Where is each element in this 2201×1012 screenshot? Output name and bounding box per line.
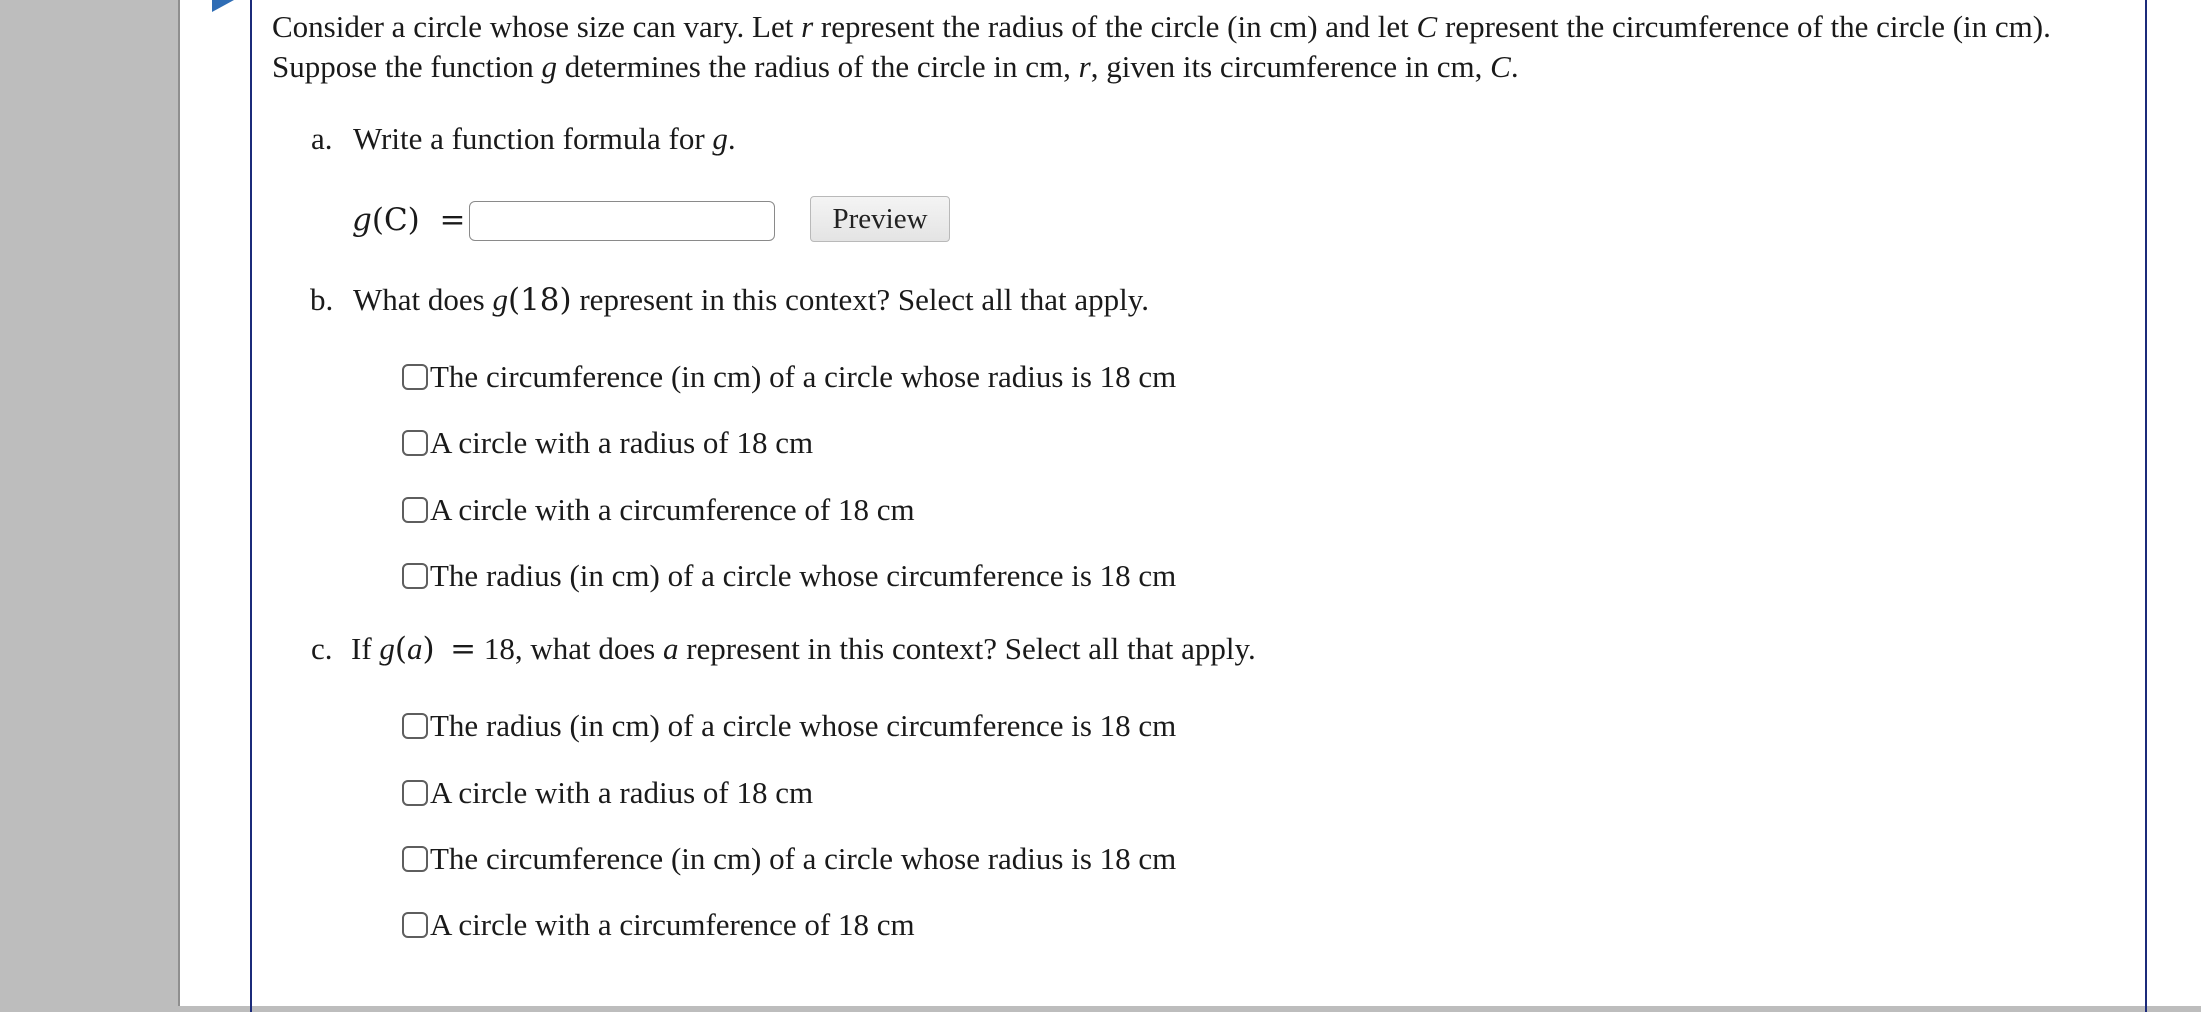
option-label: The radius (in cm) of a circle whose circumference is 18 cm xyxy=(430,558,1177,593)
formula-lhs: g(C) = xyxy=(352,202,466,238)
intro-line-2: Suppose the function g determines the radius of the circle in cm, r, given its circumference in cm, C. xyxy=(272,49,1519,84)
part-c-marker: c. xyxy=(311,631,333,666)
option-label: A circle with a circumference of 18 cm xyxy=(430,492,915,527)
checkbox[interactable] xyxy=(402,912,428,938)
option-label: The circumference (in cm) of a circle whose radius is 18 cm xyxy=(430,359,1177,394)
part-a-prompt: Write a function formula for g. xyxy=(353,121,736,156)
part-b-option-4[interactable] xyxy=(402,556,1176,596)
part-c-prompt: If g(a) = 18, what does a represent in this context? Select all that apply. xyxy=(351,631,1256,667)
checkbox[interactable] xyxy=(402,846,428,872)
part-c-option-2[interactable] xyxy=(402,773,813,813)
option-label: A circle with a radius of 18 cm xyxy=(430,775,814,810)
part-b-option-3[interactable] xyxy=(402,490,915,530)
checkbox[interactable] xyxy=(402,497,428,523)
intro-line-1: Consider a circle whose size can vary. Let r represent the radius of the circle (in cm) and let C represent the circumference of the circle (in cm). xyxy=(272,9,2051,44)
checkbox[interactable] xyxy=(402,430,428,456)
option-label: A circle with a radius of 18 cm xyxy=(430,425,814,460)
option-label: A circle with a circumference of 18 cm xyxy=(430,907,915,942)
part-b-option-2[interactable] xyxy=(402,423,813,463)
part-b-prompt: What does g(18) represent in this context? Select all that apply. xyxy=(353,282,1149,318)
checkbox[interactable] xyxy=(402,364,428,390)
option-label: The radius (in cm) of a circle whose circumference is 18 cm xyxy=(430,708,1177,743)
preview-button[interactable]: Preview xyxy=(810,196,950,242)
checkbox[interactable] xyxy=(402,780,428,806)
part-b-marker: b. xyxy=(310,282,334,317)
checkbox[interactable] xyxy=(402,713,428,739)
part-c-option-1[interactable] xyxy=(402,706,1176,746)
left-gutter xyxy=(0,0,178,1006)
bookmark-flag-icon xyxy=(212,0,234,12)
part-a-marker: a. xyxy=(311,121,333,156)
checkbox[interactable] xyxy=(402,563,428,589)
option-label: The circumference (in cm) of a circle whose radius is 18 cm xyxy=(430,841,1177,876)
part-b-option-1[interactable] xyxy=(402,357,1176,397)
part-c-option-3[interactable] xyxy=(402,839,1176,879)
formula-answer-input[interactable] xyxy=(469,201,775,241)
part-c-option-4[interactable] xyxy=(402,905,915,945)
